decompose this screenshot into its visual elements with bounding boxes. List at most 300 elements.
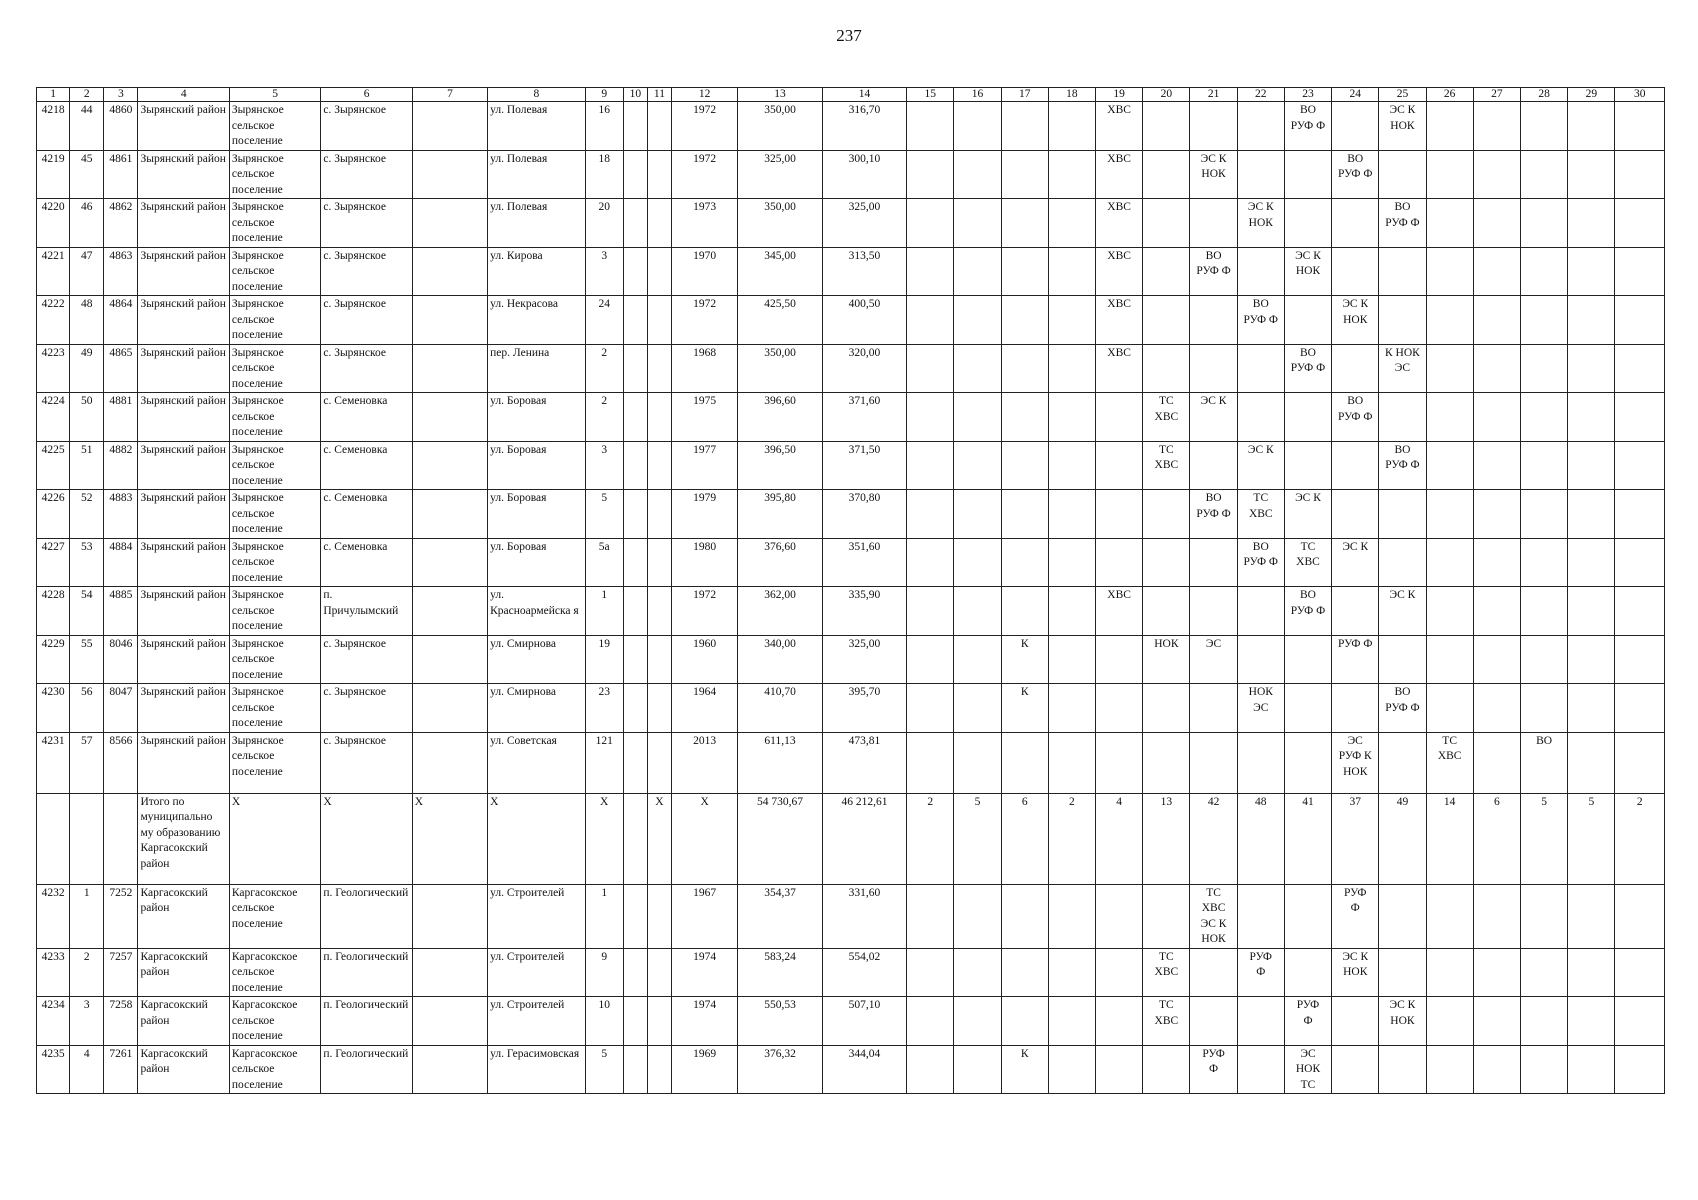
table-cell: 2 [907,793,954,884]
column-header: 19 [1096,88,1143,102]
table-cell: ВО РУФ Ф [1237,296,1284,345]
table-cell: 400,50 [822,296,906,345]
column-header: 29 [1568,88,1615,102]
table-cell: 4219 [37,150,70,199]
table-cell: 4230 [37,684,70,733]
table-cell [1426,490,1473,539]
table-row [37,441,1665,490]
table-cell [1284,441,1331,490]
table-cell: 1974 [672,997,738,1046]
table-cell: 1 [585,587,623,636]
table-cell: РУФ Ф [1237,948,1284,997]
table-cell [1096,441,1143,490]
table-cell: ВО РУФ Ф [1379,199,1426,248]
table-cell [1190,199,1237,248]
table-cell [907,441,954,490]
table-cell: НОК [1143,635,1190,684]
table-cell [1332,199,1379,248]
table-cell [1190,587,1237,636]
table-cell [1284,296,1331,345]
table-cell: ЭС НОК ТС [1284,1045,1331,1094]
column-header: 13 [738,88,822,102]
table-cell [1520,393,1567,442]
table-cell [1048,393,1095,442]
table-cell: ХВС [1096,587,1143,636]
table-cell: 8046 [104,635,138,684]
table-cell: 46 212,61 [822,793,906,884]
table-cell: с. Семеновка [321,393,412,442]
table-cell: Зырянский район [138,150,229,199]
table-cell [647,490,671,539]
table-cell [1284,684,1331,733]
table-cell [1001,150,1048,199]
table-cell [1615,538,1665,587]
table-cell: 316,70 [822,102,906,151]
table-cell: 4226 [37,490,70,539]
table-cell [1615,441,1665,490]
table-cell [1520,538,1567,587]
table-cell [1473,635,1520,684]
table-cell: 1972 [672,296,738,345]
table-cell [623,344,647,393]
table-cell [1568,1045,1615,1094]
table-cell: Х [321,793,412,884]
table-cell [1615,393,1665,442]
table-cell: Зырянский район [138,344,229,393]
table-cell: ул. Строителей [488,948,585,997]
table-cell [1096,1045,1143,1094]
table-cell: Зырянское сельское поселение [229,344,320,393]
column-header: 4 [138,88,229,102]
table-cell: 395,80 [738,490,822,539]
table-row [37,948,1665,997]
table-cell: 47 [70,247,104,296]
table-cell: 345,00 [738,247,822,296]
table-cell: ЭС [1190,635,1237,684]
table-cell: ул. Боровая [488,441,585,490]
table-cell [1568,247,1615,296]
table-cell: 46 [70,199,104,248]
table-cell: 554,02 [822,948,906,997]
table-row [37,884,1665,948]
table-cell: ул. Смирнова [488,684,585,733]
table-cell [907,732,954,793]
table-cell: 1968 [672,344,738,393]
table-cell: 4225 [37,441,70,490]
table-cell: Зырянское сельское поселение [229,102,320,151]
table-cell [1237,587,1284,636]
table-cell [1426,587,1473,636]
table-cell [647,441,671,490]
table-row [37,1045,1665,1094]
table-cell: 550,53 [738,997,822,1046]
table-cell [1615,490,1665,539]
table-cell: 44 [70,102,104,151]
table-cell: 37 [1332,793,1379,884]
table-cell [1426,538,1473,587]
table-cell [1520,948,1567,997]
table-cell [1520,684,1567,733]
table-cell [1568,344,1615,393]
table-cell: 2 [585,393,623,442]
table-cell [1426,296,1473,345]
table-cell [1473,247,1520,296]
table-cell [1379,732,1426,793]
table-cell [954,247,1001,296]
table-cell: 4 [70,1045,104,1094]
table-cell [1237,344,1284,393]
table-cell [954,441,1001,490]
table-cell [1001,296,1048,345]
table-cell: ТС ХВС [1426,732,1473,793]
table-cell: с. Зырянское [321,247,412,296]
table-cell [1473,150,1520,199]
table-cell [1426,344,1473,393]
table-cell [647,635,671,684]
table-cell [954,102,1001,151]
table-cell: 8047 [104,684,138,733]
table-cell [1426,635,1473,684]
table-cell: Зырянское сельское поселение [229,150,320,199]
table-cell [1520,884,1567,948]
table-cell: 376,32 [738,1045,822,1094]
table-cell: 6 [1001,793,1048,884]
table-cell [412,102,487,151]
table-cell: п. Причулымский [321,587,412,636]
table-cell: Зырянский район [138,102,229,151]
table-cell: 2 [1048,793,1095,884]
table-cell: ВО РУФ Ф [1379,441,1426,490]
table-cell [1001,199,1048,248]
table-cell: 2 [585,344,623,393]
table-cell [1048,884,1095,948]
table-cell: п. Геологический [321,948,412,997]
table-cell [1332,247,1379,296]
table-cell [1001,884,1048,948]
table-cell: 340,00 [738,635,822,684]
table-cell [1190,441,1237,490]
table-cell [954,587,1001,636]
table-cell [1332,102,1379,151]
table-cell [907,102,954,151]
table-cell [623,393,647,442]
table-cell: ЭС РУФ К НОК [1332,732,1379,793]
table-cell: ул. Полевая [488,102,585,151]
table-cell [954,344,1001,393]
table-cell: 50 [70,393,104,442]
table-cell [412,635,487,684]
table-cell: 320,00 [822,344,906,393]
table-cell: ул. Боровая [488,538,585,587]
table-cell: 4224 [37,393,70,442]
table-cell: 396,50 [738,441,822,490]
table-cell [412,732,487,793]
table-cell: пер. Ленина [488,344,585,393]
table-cell: 350,00 [738,102,822,151]
table-cell [1520,102,1567,151]
table-cell: 4229 [37,635,70,684]
table-cell: 1973 [672,199,738,248]
table-cell: с. Зырянское [321,150,412,199]
table-cell: 4228 [37,587,70,636]
table-cell: К [1001,684,1048,733]
column-header: 3 [104,88,138,102]
table-cell [954,997,1001,1046]
table-cell [412,538,487,587]
table-row [37,997,1665,1046]
table-cell [1615,684,1665,733]
column-header: 7 [412,88,487,102]
table-cell: 4235 [37,1045,70,1094]
table-cell [1284,948,1331,997]
table-body [37,102,1665,1094]
table-cell: Зырянский район [138,296,229,345]
table-cell: 3 [585,441,623,490]
table-cell [907,538,954,587]
table-cell: ХВС [1096,199,1143,248]
table-cell: 325,00 [738,150,822,199]
table-cell [1096,538,1143,587]
table-cell [1332,1045,1379,1094]
table-cell [1568,150,1615,199]
table-cell: 507,10 [822,997,906,1046]
table-cell [954,884,1001,948]
table-cell: 7258 [104,997,138,1046]
column-header: 18 [1048,88,1095,102]
table-cell [1379,884,1426,948]
table-cell [1473,199,1520,248]
table-cell: ВО РУФ Ф [1379,684,1426,733]
table-cell: Зырянский район [138,490,229,539]
table-cell [1143,344,1190,393]
table-cell: ТС ХВС [1143,441,1190,490]
table-cell [70,793,104,884]
table-cell [1096,884,1143,948]
table-cell: ВО РУФ Ф [1332,150,1379,199]
table-cell: 1979 [672,490,738,539]
table-cell: 9 [585,948,623,997]
table-cell [1568,538,1615,587]
table-cell [1568,199,1615,248]
table-cell [1473,587,1520,636]
table-cell: ЭС К НОК [1332,296,1379,345]
table-cell [1048,1045,1095,1094]
table-cell [1332,441,1379,490]
table-cell [1001,344,1048,393]
table-cell [1520,997,1567,1046]
table-cell [1048,635,1095,684]
table-cell: Каргасокский район [138,948,229,997]
table-cell: п. Геологический [321,997,412,1046]
table-cell [412,247,487,296]
table-row [37,344,1665,393]
table-cell [1379,538,1426,587]
table-cell: 1970 [672,247,738,296]
table-row [37,587,1665,636]
table-cell: ВО [1520,732,1567,793]
table-cell: 376,60 [738,538,822,587]
table-cell [1190,997,1237,1046]
table-cell: 1964 [672,684,738,733]
table-row [37,247,1665,296]
table-cell [1048,948,1095,997]
table-cell: 4861 [104,150,138,199]
table-cell: Каргасокский район [138,1045,229,1094]
table-cell: Зырянский район [138,441,229,490]
table-cell [1048,684,1095,733]
table-cell [623,793,647,884]
table-cell [412,296,487,345]
table-cell: РУФ Ф [1332,884,1379,948]
table-cell: 4222 [37,296,70,345]
table-cell: 473,81 [822,732,906,793]
table-cell [1615,948,1665,997]
table-cell: 4860 [104,102,138,151]
table-row [37,199,1665,248]
table-cell: ТС ХВС ЭС К НОК [1190,884,1237,948]
table-row [37,538,1665,587]
table-cell [1473,490,1520,539]
table-cell: Зырянское сельское поселение [229,199,320,248]
table-cell: ЭС К [1190,393,1237,442]
table-cell [1096,732,1143,793]
table-cell: с. Зырянское [321,199,412,248]
table-cell [1048,102,1095,151]
table-cell [1237,393,1284,442]
column-header: 21 [1190,88,1237,102]
table-cell: 1969 [672,1045,738,1094]
table-cell [1379,393,1426,442]
table-cell [1520,490,1567,539]
table-cell: Зырянский район [138,732,229,793]
table-cell: с. Зырянское [321,635,412,684]
table-cell: ВО РУФ Ф [1190,490,1237,539]
table-cell [1001,102,1048,151]
table-cell [412,490,487,539]
table-cell: ВО РУФ Ф [1237,538,1284,587]
table-cell [623,684,647,733]
table-cell [647,150,671,199]
table-cell [1237,1045,1284,1094]
table-cell [1284,635,1331,684]
table-cell [647,587,671,636]
table-cell: НОК ЭС [1237,684,1284,733]
table-cell [623,948,647,997]
table-cell: ТС ХВС [1143,393,1190,442]
table-cell [954,538,1001,587]
table-cell [1048,441,1095,490]
table-cell [412,199,487,248]
table-cell: Зырянское сельское поселение [229,393,320,442]
table-cell [1332,684,1379,733]
table-cell: РУФ Ф [1284,997,1331,1046]
table-cell [1143,150,1190,199]
table-cell [1332,344,1379,393]
table-cell [954,732,1001,793]
table-cell: 344,04 [822,1045,906,1094]
table-cell [1568,635,1615,684]
table-cell: ТС ХВС [1284,538,1331,587]
table-cell: ул. Советская [488,732,585,793]
table-cell [623,997,647,1046]
table-cell: 23 [585,684,623,733]
table-cell [1473,948,1520,997]
table-cell [1615,884,1665,948]
table-cell: 1974 [672,948,738,997]
table-cell: 14 [1426,793,1473,884]
table-cell: 49 [1379,793,1426,884]
table-cell: 4220 [37,199,70,248]
table-cell [1190,538,1237,587]
table-cell: 6 [1473,793,1520,884]
table-cell [1284,884,1331,948]
table-cell: 370,80 [822,490,906,539]
table-cell [623,296,647,345]
page-number: 237 [836,26,862,45]
table-cell [1379,948,1426,997]
table-cell: с. Зырянское [321,102,412,151]
column-header: 20 [1143,88,1190,102]
table-cell: 10 [585,997,623,1046]
column-number-header-row [37,88,1665,102]
table-cell [907,587,954,636]
table-cell: ЭС К НОК [1284,247,1331,296]
table-cell: Х [488,793,585,884]
table-cell [1048,150,1095,199]
column-header: 22 [1237,88,1284,102]
table-cell: Х [229,793,320,884]
column-header: 8 [488,88,585,102]
table-cell [647,884,671,948]
table-cell: 24 [585,296,623,345]
table-cell [1048,247,1095,296]
table-cell [1615,635,1665,684]
table-cell: ЭС К [1379,587,1426,636]
table-cell: 55 [70,635,104,684]
table-cell: 49 [70,344,104,393]
table-cell [907,490,954,539]
table-cell [647,344,671,393]
table-cell [1520,150,1567,199]
table-cell [412,587,487,636]
table-cell: 335,90 [822,587,906,636]
table-cell: ТС ХВС [1143,997,1190,1046]
table-cell [1568,587,1615,636]
table-cell [1615,199,1665,248]
table-cell: 4231 [37,732,70,793]
table-cell: 4881 [104,393,138,442]
table-cell [1568,948,1615,997]
table-cell: 7261 [104,1045,138,1094]
column-header: 16 [954,88,1001,102]
table-cell [623,884,647,948]
table-cell [1379,247,1426,296]
table-cell [954,199,1001,248]
table-cell [412,948,487,997]
table-cell: 4885 [104,587,138,636]
table-cell: ул. Некрасова [488,296,585,345]
table-cell [1143,102,1190,151]
table-cell [1473,344,1520,393]
table-cell: с. Семеновка [321,490,412,539]
table-cell: 1972 [672,150,738,199]
table-cell: 350,00 [738,344,822,393]
table-cell [1143,684,1190,733]
table-cell [1568,102,1615,151]
table-cell [647,1045,671,1094]
table-cell [1237,997,1284,1046]
table-cell [647,684,671,733]
